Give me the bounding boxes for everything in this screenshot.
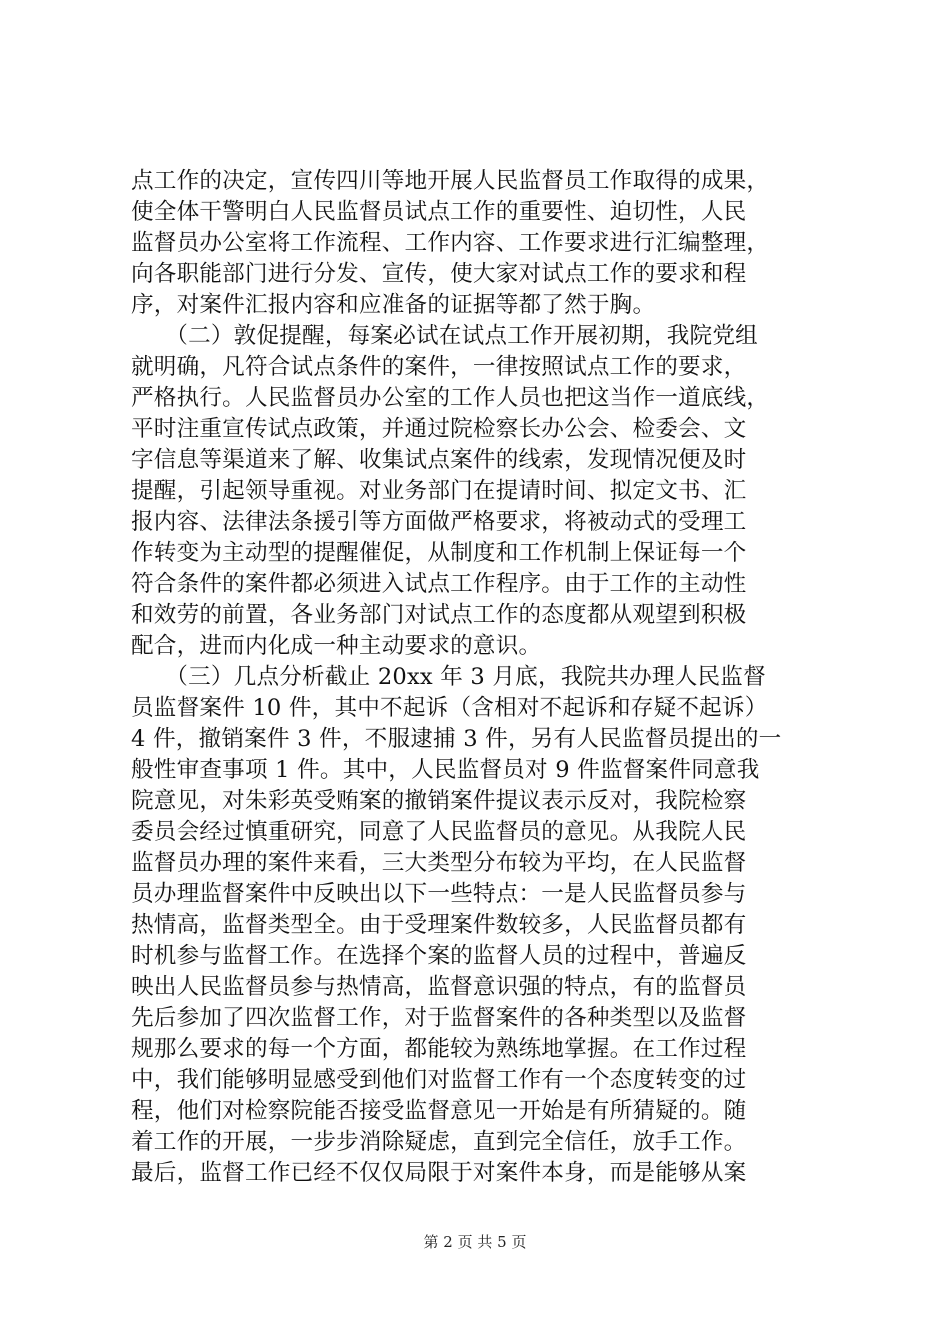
text-line: 员监督案件 10 件，其中不起诉（含相对不起诉和存疑不起诉） [131,695,768,721]
text-line: 严格执行。人民监督员办公室的工作人员也把这当作一道底线， [131,385,770,411]
text-line: 字信息等渠道来了解、收集试点案件的线索，发现情况便及时 [131,447,747,473]
text-line: 平时注重宣传试点政策，并通过院检察长办公会、检委会、文 [131,416,747,442]
text-line: 使全体干警明白人民监督员试点工作的重要性、迫切性，人民 [131,199,747,225]
text-line: 报内容、法律法条援引等方面做严格要求，将被动式的受理工 [131,509,747,535]
text-line: 中，我们能够明显感受到他们对监督工作有一个态度转变的过 [131,1067,747,1093]
body-text [131,166,831,1189]
text-line: 配合，进而内化成一种主动要求的意识。 [131,633,542,659]
text-line: 先后参加了四次监督工作，对于监督案件的各种类型以及监督 [131,1005,747,1031]
text-line: 4 件，撤销案件 3 件，不服逮捕 3 件，另有人民监督员提出的一 [131,726,782,752]
text-line: 监督员办理的案件来看，三大类型分布较为平均，在人民监督 [131,850,747,876]
text-line: （二）敦促提醒，每案必试在试点工作开展初期，我院党组 [131,323,758,349]
text-line: 员办理监督案件中反映出以下一些特点：一是人民监督员参与 [131,881,747,907]
text-line: 向各职能部门进行分发、宣传，使大家对试点工作的要求和程 [131,261,747,287]
text-line: 作转变为主动型的提醒催促，从制度和工作机制上保证每一个 [131,540,747,566]
text-line: 程，他们对检察院能否接受监督意见一开始是有所猜疑的。随 [131,1098,747,1124]
text-line: 符合条件的案件都必须进入试点工作程序。由于工作的主动性 [131,571,747,597]
text-line: 就明确，凡符合试点条件的案件，一律按照试点工作的要求， [131,354,747,380]
text-line: 序，对案件汇报内容和应准备的证据等都了然于胸。 [131,292,656,318]
text-line: 和效劳的前置，各业务部门对试点工作的态度都从观望到积极 [131,602,747,628]
text-line: 着工作的开展，一步步消除疑虑，直到完全信任，放手工作。 [131,1129,747,1155]
text-line: （三）几点分析截止 20xx 年 3 月底，我院共办理人民监督 [131,664,766,690]
text-line: 规那么要求的每一个方面，都能较为熟练地掌握。在工作过程 [131,1036,747,1062]
page-footer: 第 2 页 共 5 页 [423,1233,527,1251]
text-line: 委员会经过慎重研究，同意了人民监督员的意见。从我院人民 [131,819,747,845]
text-line: 院意见，对朱彩英受贿案的撤销案件提议表示反对，我院检察 [131,788,747,814]
text-line: 时机参与监督工作。在选择个案的监督人员的过程中，普遍反 [131,943,747,969]
text-line: 般性审查事项 1 件。其中，人民监督员对 9 件监督案件同意我 [131,757,760,783]
text-line: 监督员办公室将工作流程、工作内容、工作要求进行汇编整理， [131,230,770,256]
text-line: 热情高，监督类型全。由于受理案件数较多，人民监督员都有 [131,912,747,938]
text-line: 提醒，引起领导重视。对业务部门在提请时间、拟定文书、汇 [131,478,747,504]
text-line: 点工作的决定，宣传四川等地开展人民监督员工作取得的成果， [131,168,770,194]
text-line: 映出人民监督员参与热情高，监督意识强的特点，有的监督员 [131,974,747,1000]
text-line: 最后，监督工作已经不仅仅局限于对案件本身，而是能够从案 [131,1160,747,1186]
